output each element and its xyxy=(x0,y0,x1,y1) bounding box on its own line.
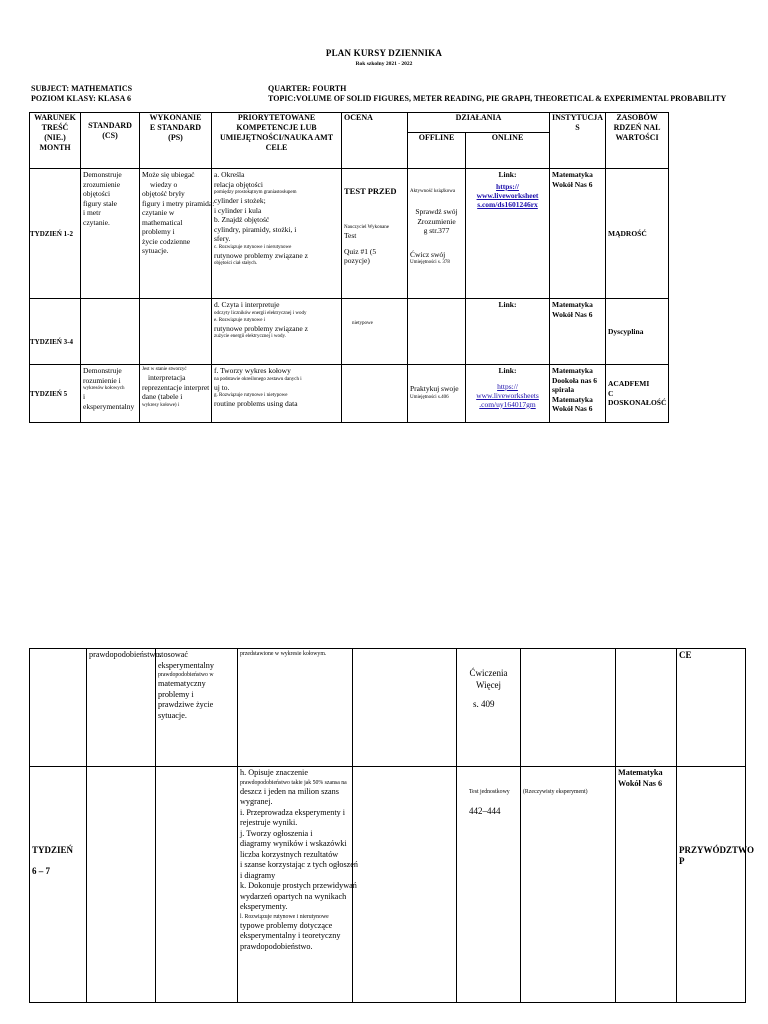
course-plan-table xyxy=(29,112,669,423)
p2-row1-assessment xyxy=(353,649,457,767)
p2-row2-performance-standard xyxy=(156,767,238,1003)
competency-line: odczyty liczników energii elektrycznej i wody xyxy=(214,310,307,316)
competency-line: prawdopodobieństwo w xyxy=(158,672,214,678)
p2-row1-month xyxy=(30,649,87,767)
quarter-label: QUARTER: FOURTH xyxy=(268,84,347,93)
row2-melc xyxy=(212,299,342,365)
row3-offline: Praktykuj swoje Umiejętności s.406 xyxy=(408,365,466,423)
row1-month: TYDZIEŃ 1-2 xyxy=(30,169,81,299)
competency-line: i szanse korzystając z tych ogłoszeń xyxy=(240,860,358,869)
p2-row1-offline: Ćwiczenia Więcej s. 409 xyxy=(457,649,521,767)
quarter-topic-block xyxy=(268,84,726,104)
header-assessment: OCENA xyxy=(342,113,408,169)
p2-row1-melc: przedstawione w wykresie kołowym. xyxy=(238,649,353,767)
worksheet-link-2[interactable]: https:// www.liveworksheets .com/uy164017gm xyxy=(476,381,539,409)
competency-line: routine problems using data xyxy=(214,399,298,408)
competency-line: eksperymenty. xyxy=(240,902,288,911)
competency-line: stosować xyxy=(158,650,189,659)
competency-line: i. Przeprowadza eksperymenty i xyxy=(240,807,346,817)
header-performance-standard: WYKONANIE E STANDARD (PS) xyxy=(140,113,212,169)
row2-performance-standard xyxy=(140,299,212,365)
competency-line: e. Rozwiązuje rutynowe i xyxy=(214,317,266,323)
p2-row1-online xyxy=(521,649,616,767)
competency-line: zużycie energii elektrycznej i wody. xyxy=(214,334,286,339)
competency-line: prawdziwe życie xyxy=(158,700,214,709)
competency-line: rutynowe problemy związane z xyxy=(214,323,308,333)
table-row xyxy=(30,365,669,423)
table-row xyxy=(30,299,669,365)
competency-line: j. Tworzy ogłoszenia i xyxy=(240,828,313,838)
competency-line: prawdopodobieństwo. xyxy=(240,941,313,951)
p2-row2-core-value: PRZYWÓDZTWO P xyxy=(677,767,746,1003)
competency-line: h. Opisuje znaczenie xyxy=(240,768,308,777)
row1-offline: Aktywność książkowa Sprawdź swój Zrozumienie g str.377 Ćwicz swój Umiejętności s. 378 xyxy=(408,169,466,299)
competency-line: liczba korzystnych rezultatów xyxy=(240,849,339,859)
header-melc: PRIORYTETOWANE KOMPETENCJE LUB UMIEJĘTNOŚCI/NAUKA AMT CELE xyxy=(212,113,342,169)
course-plan-table-continued xyxy=(29,648,755,1003)
competency-line: a. Określa xyxy=(214,170,245,179)
row1-core-value: MĄDROŚĆ xyxy=(606,169,669,299)
header-month: WARUNEK TREŚĆ (NIE.) MONTH xyxy=(30,113,81,169)
header-offline: OFFLINE xyxy=(408,133,466,169)
competency-line: diagramy wyników i wskazówki xyxy=(240,839,347,848)
row2-institution: Matematyka Wokół Nas 6 xyxy=(550,299,606,365)
competency-line: pomiędzy prostokątnym graniastosłupem xyxy=(214,190,297,195)
competency-line: cylindry, piramidy, stożki, i xyxy=(214,224,297,234)
row1-institution: Matematyka Wokół Nas 6 xyxy=(550,169,606,299)
competency-line: i diagramy xyxy=(240,870,276,880)
row1-assessment: TEST PRZED Nauczyciel Wykonane Test Quiz #1 (5 pozycje) xyxy=(342,169,408,299)
row3-online: Link: https:// www.liveworksheets .com/uy164017gm xyxy=(466,365,550,423)
competency-line: k. Dokonuje prostych przewidywań xyxy=(240,881,357,890)
competency-line: rejestruje wyniki. xyxy=(240,818,298,827)
competency-line: sytuacje. xyxy=(158,710,187,720)
row2-assessment: nietypowe xyxy=(342,299,408,365)
row2-online: Link: xyxy=(466,299,550,365)
competency-line: cylinder i stożek; xyxy=(214,196,266,205)
row2-offline xyxy=(408,299,466,365)
competency-line: i cylinder i kula xyxy=(214,205,262,215)
row1-melc xyxy=(212,169,342,299)
competency-line: l. Rozwiązuje rutynowe i nierutynowe xyxy=(240,913,329,920)
competency-line: c. Rozwiązuje rutynowe i nierutynowe xyxy=(214,244,292,250)
table-row xyxy=(30,649,746,767)
competency-line: wygranej. xyxy=(240,797,273,806)
competency-line: d. Czyta i interpretuje xyxy=(214,300,280,309)
document-title: PLAN KURSY DZIENNIKA xyxy=(325,48,443,58)
competency-line: prawdopodobieństwo takie jak 50% szansa na xyxy=(240,779,347,786)
row3-core-value: ACADFEMI C DOSKONAŁOŚĆ xyxy=(606,365,669,423)
row3-performance-standard: Jest w stanie stworzyć interpretacja reprezentacje interpret dane (tabele i wykresy kołowe) i xyxy=(140,365,212,423)
school-year: Rok szkolny 2021 - 2022 xyxy=(355,61,413,67)
row1-performance-standard: Może się ubiegać wiedzy o objętość bryły figury i metry piramida: czytanie w mathematical problemy i życie codzienne sytuacje. xyxy=(140,169,212,299)
competency-line: sfery. xyxy=(214,234,231,243)
p2-row2-assessment xyxy=(353,767,457,1003)
subject-grade-block xyxy=(31,84,132,104)
competency-line: na podstawie określonego zestawu danych i xyxy=(214,376,302,382)
p2-row2-institution: Matematyka Wokół Nas 6 xyxy=(616,767,677,1003)
competency-line: problemy i xyxy=(158,689,194,699)
competency-line: matematyczny xyxy=(158,679,206,688)
competency-line: g. Rozwiązuje rutynowe i nietypowe xyxy=(214,393,288,398)
row2-content-standard xyxy=(81,299,140,365)
competency-line: deszcz i jeden na milion szans xyxy=(240,786,339,796)
row3-month: TYDZIEŃ 5 xyxy=(30,365,81,423)
competency-line: f. Tworzy wykres kołowy xyxy=(214,366,291,375)
competency-line: b. Znajdź objętość xyxy=(214,215,270,224)
subject-label: SUBJECT: MATHEMATICS xyxy=(31,84,133,93)
p2-row1-core-value: CE xyxy=(677,649,746,767)
row3-assessment xyxy=(342,365,408,423)
header-online: ONLINE xyxy=(466,133,550,169)
competency-line: eksperymentalny xyxy=(158,660,214,670)
header-institution: INSTYTUCJA S xyxy=(550,113,606,169)
competency-line: eksperymentalny i teoretyczny xyxy=(240,931,341,940)
competency-line: wydarzeń opartych na wynikach xyxy=(240,891,347,901)
table-row xyxy=(30,169,669,299)
header-activities: DZIAŁANIA xyxy=(408,113,550,133)
competency-line: uj to. xyxy=(214,382,230,392)
row2-core-value: Dyscyplina xyxy=(606,299,669,365)
row1-online: Link: https:// www.liveworksheet s.com/ds1601246rx xyxy=(466,169,550,299)
row3-content-standard: Demonstruje rozumienie i wykresów kołowych i eksperymentalny xyxy=(81,365,140,423)
competency-line: rutynowe problemy związane z xyxy=(214,250,308,260)
p2-row1-content-standard: prawdopodobieństwo. xyxy=(87,649,156,767)
header-core-values: ZASOBÓW RDZEŃ NAL WARTOŚCI xyxy=(606,113,669,169)
p2-row1-performance-standard xyxy=(156,649,238,767)
row1-content-standard: Demonstruje zrozumienie objętości figury stałe i metr czytanie. xyxy=(81,169,140,299)
p2-row2-month: TYDZIEŃ 6 – 7 xyxy=(30,767,87,1003)
competency-line: relacja objętości xyxy=(214,179,263,189)
competency-line: objętości ciał stałych. xyxy=(214,261,258,266)
row3-institution: Matematyka Dookoła nas 6 spirala Matematyka Wokół Nas 6 xyxy=(550,365,606,423)
p2-row2-melc xyxy=(238,767,358,1003)
p2-row2-content-standard xyxy=(87,767,156,1003)
header-content-standard: STANDARD (CS) xyxy=(81,113,140,169)
grade-label: POZIOM KLASY: KLASA 6 xyxy=(31,94,131,103)
row3-melc xyxy=(212,365,342,423)
p2-row2-offline: Test jednostkowy 442–444 xyxy=(457,767,521,1003)
p2-row1-institution xyxy=(616,649,677,767)
worksheet-link[interactable]: https:// www.liveworksheet s.com/ds1601246rx xyxy=(476,181,539,209)
table-row xyxy=(30,767,746,1003)
p2-row2-online: (Rzeczywisty eksperyment) xyxy=(521,767,616,1003)
topic-label: TOPIC:VOLUME OF SOLID FIGURES, METER READING, PIE GRAPH, THEORETICAL & EXPERIMENTAL PROBABILITY xyxy=(268,94,727,103)
row2-month: TYDZIEŃ 3-4 xyxy=(30,299,81,365)
competency-line: typowe problemy dotyczące xyxy=(240,920,333,930)
